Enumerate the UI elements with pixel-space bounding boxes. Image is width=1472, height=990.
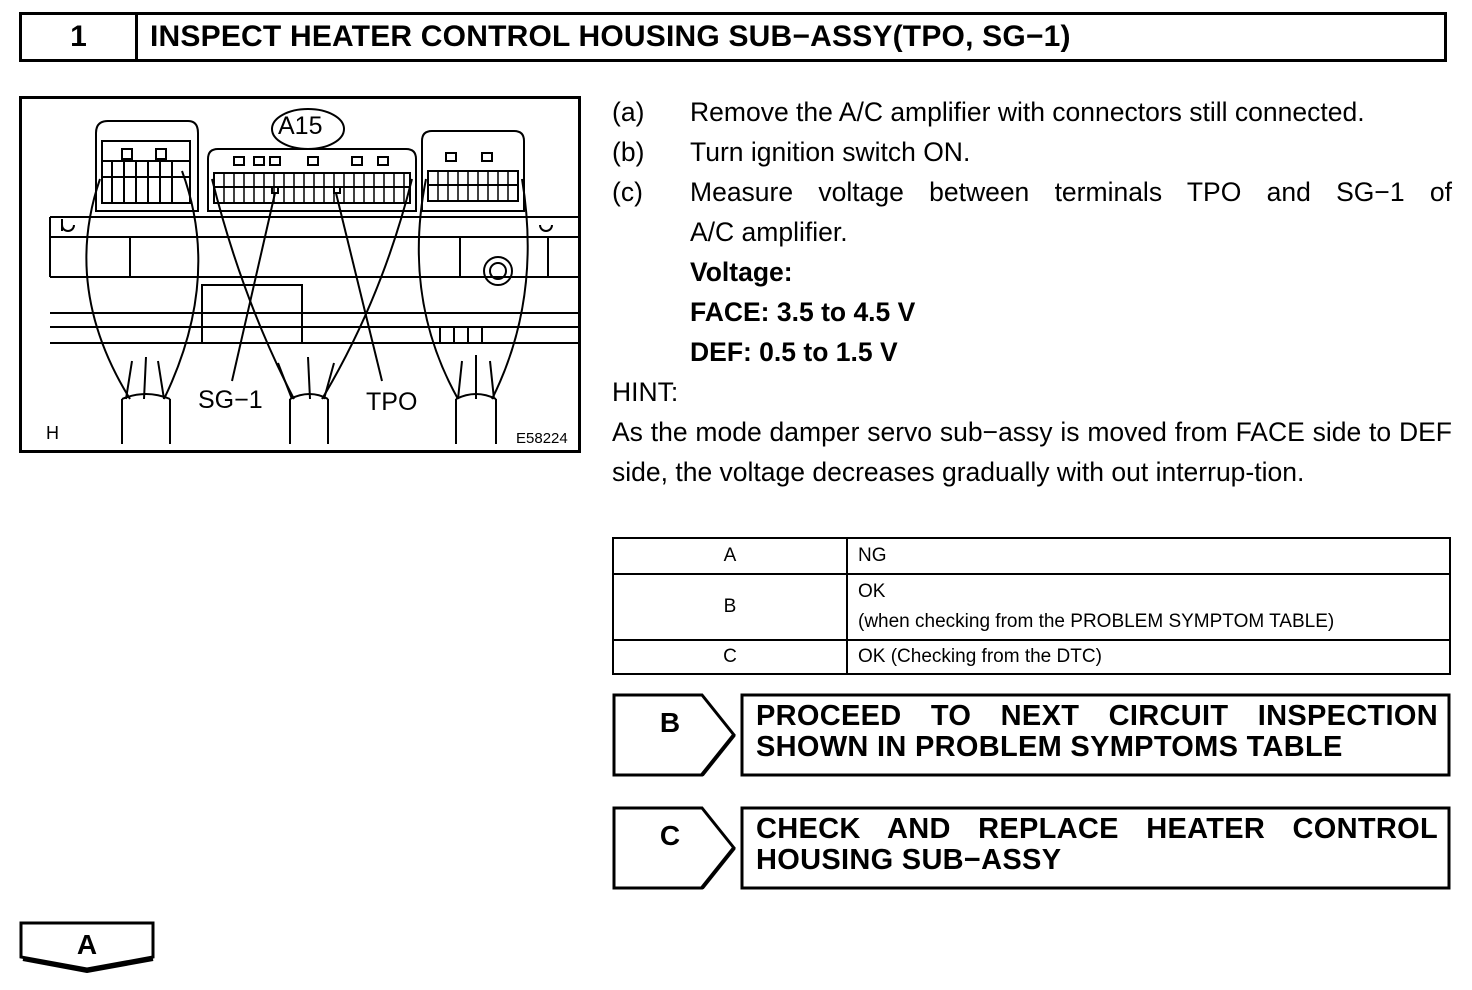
branch-c-line2: HOUSING SUB−ASSY (756, 844, 1062, 876)
result-line2: (when checking from the PROBLEM SYMPTOM TABLE) (858, 611, 1335, 632)
step-a-text: Remove the A/C amplifier with connectors still connected. (690, 97, 1365, 127)
step-b (612, 132, 1452, 172)
table-row (613, 538, 1450, 574)
step-c (612, 172, 1452, 212)
result-code: A (613, 538, 847, 574)
branch-b-message (756, 701, 1438, 763)
next-step-code: A (76, 929, 98, 960)
step-title: INSPECT HEATER CONTROL HOUSING SUB−ASSY(TPO, SG−1) (150, 20, 1071, 53)
branch-c[interactable] (612, 806, 1452, 890)
branch-b-line1: PROCEED TO NEXT CIRCUIT INSPECTION (756, 700, 1438, 732)
result-table (612, 537, 1451, 675)
connector-drawing (22, 99, 578, 450)
step-c-label: (c) (612, 177, 643, 207)
voltage-face: FACE: 3.5 to 4.5 V (690, 297, 916, 327)
branch-b-line2: SHOWN IN PROBLEM SYMPTOMS TABLE (756, 731, 1343, 763)
result-desc (847, 574, 1450, 640)
connector-label: A15 (278, 112, 323, 140)
step-b-label: (b) (612, 137, 645, 167)
next-step-tag-a[interactable] (19, 921, 157, 973)
result-line1: OK (858, 581, 886, 602)
voltage-def: DEF: 0.5 to 1.5 V (690, 337, 898, 367)
step-c-text-line2: A/C amplifier. (690, 217, 848, 247)
branch-c-line1: CHECK AND REPLACE HEATER CONTROL (756, 813, 1438, 845)
result-line1: OK (Checking from the DTC) (858, 646, 1102, 667)
connector-illustration (19, 96, 581, 453)
result-code: B (613, 574, 847, 640)
figure-code: E58224 (516, 430, 568, 447)
branch-b[interactable] (612, 693, 1452, 777)
step-number: 1 (22, 15, 138, 59)
result-line1: NG (858, 545, 887, 566)
step-a (612, 92, 1452, 132)
result-desc (847, 538, 1450, 574)
branch-c-message (756, 814, 1438, 876)
corner-mark: H (46, 423, 59, 443)
branch-c-code: C (659, 820, 681, 851)
result-desc (847, 640, 1450, 674)
hint-heading: HINT: (612, 377, 679, 407)
step-header (19, 12, 1447, 62)
hint-body: As the mode damper servo sub−assy is moved from FACE side to DEF side, the voltage decreases gradually with out interrup-tion. (612, 417, 1452, 487)
terminal-label-sg1: SG−1 (198, 386, 263, 414)
terminal-label-tpo: TPO (366, 388, 418, 416)
step-b-text: Turn ignition switch ON. (690, 137, 971, 167)
branch-b-code: B (659, 707, 681, 738)
step-c-text-line1: Measure voltage between terminals TPO and SG−1 of (690, 177, 1452, 207)
inspection-instructions (612, 92, 1452, 492)
table-row (613, 640, 1450, 674)
result-code: C (613, 640, 847, 674)
step-a-label: (a) (612, 97, 645, 127)
table-row (613, 574, 1450, 640)
voltage-heading: Voltage: (690, 257, 793, 287)
